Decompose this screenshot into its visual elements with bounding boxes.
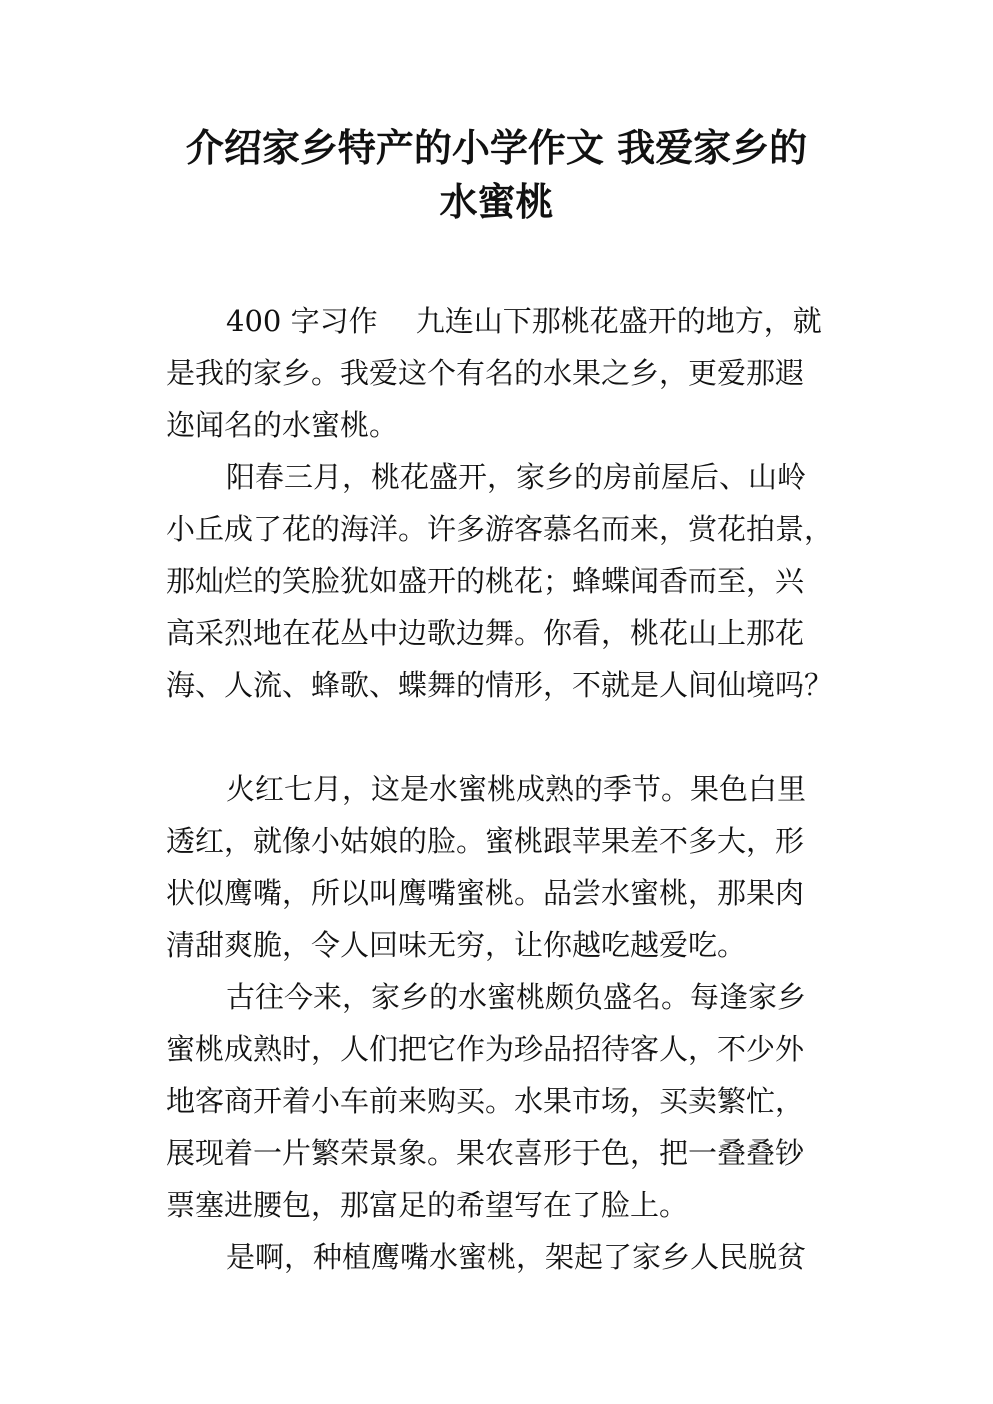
document-title-line-1: 介绍家乡特产的小学作文 我爱家乡的: [185, 126, 808, 170]
paragraph-2-line-3: 那灿烂的笑脸犹如盛开的桃花；蜂蝶闻香而至，兴: [166, 564, 805, 598]
paragraph-4-line-4: 展现着一片繁荣景象。果农喜形于色，把一叠叠钞: [166, 1136, 805, 1170]
paragraph-1-line-3: 迩闻名的水蜜桃。: [166, 408, 399, 442]
paragraph-5-line-1: 是啊，种植鹰嘴水蜜桃，架起了家乡人民脱贫: [226, 1240, 807, 1274]
paragraph-4-line-3: 地客商开着小车前来购买。水果市场，买卖繁忙，: [166, 1084, 805, 1118]
paragraph-1-line-2: 是我的家乡。我爱这个有名的水果之乡，更爱那遐: [166, 356, 805, 390]
paragraph-4-line-1: 古往今来，家乡的水蜜桃颇负盛名。每逢家乡: [226, 980, 807, 1014]
paragraph-4-line-5: 票塞进腰包，那富足的希望写在了脸上。: [166, 1188, 689, 1222]
paragraph-3-line-1: 火红七月，这是水蜜桃成熟的季节。果色白里: [226, 772, 807, 806]
paragraph-2-line-2: 小丘成了花的海洋。许多游客慕名而来，赏花拍景，: [166, 512, 834, 546]
paragraph-3-line-2: 透红，就像小姑娘的脸。蜜桃跟苹果差不多大，形: [166, 824, 805, 858]
paragraph-3-line-4: 清甜爽脆，令人回味无穷，让你越吃越爱吃。: [166, 928, 747, 962]
paragraph-1-line-1: 400 字习作 九连山下那桃花盛开的地方，就: [226, 304, 822, 338]
paragraph-2-line-1: 阳春三月，桃花盛开，家乡的房前屋后、山岭: [226, 460, 807, 494]
document-title-line-2: 水蜜桃: [439, 180, 554, 224]
paragraph-2-line-4: 高采烈地在花丛中边歌边舞。你看，桃花山上那花: [166, 616, 805, 650]
paragraph-2-line-5: 海、人流、蜂歌、蝶舞的情形，不就是人间仙境吗？: [166, 668, 834, 702]
paragraph-4-line-2: 蜜桃成熟时，人们把它作为珍品招待客人，不少外: [166, 1032, 805, 1066]
paragraph-3-line-3: 状似鹰嘴，所以叫鹰嘴蜜桃。品尝水蜜桃，那果肉: [166, 876, 805, 910]
